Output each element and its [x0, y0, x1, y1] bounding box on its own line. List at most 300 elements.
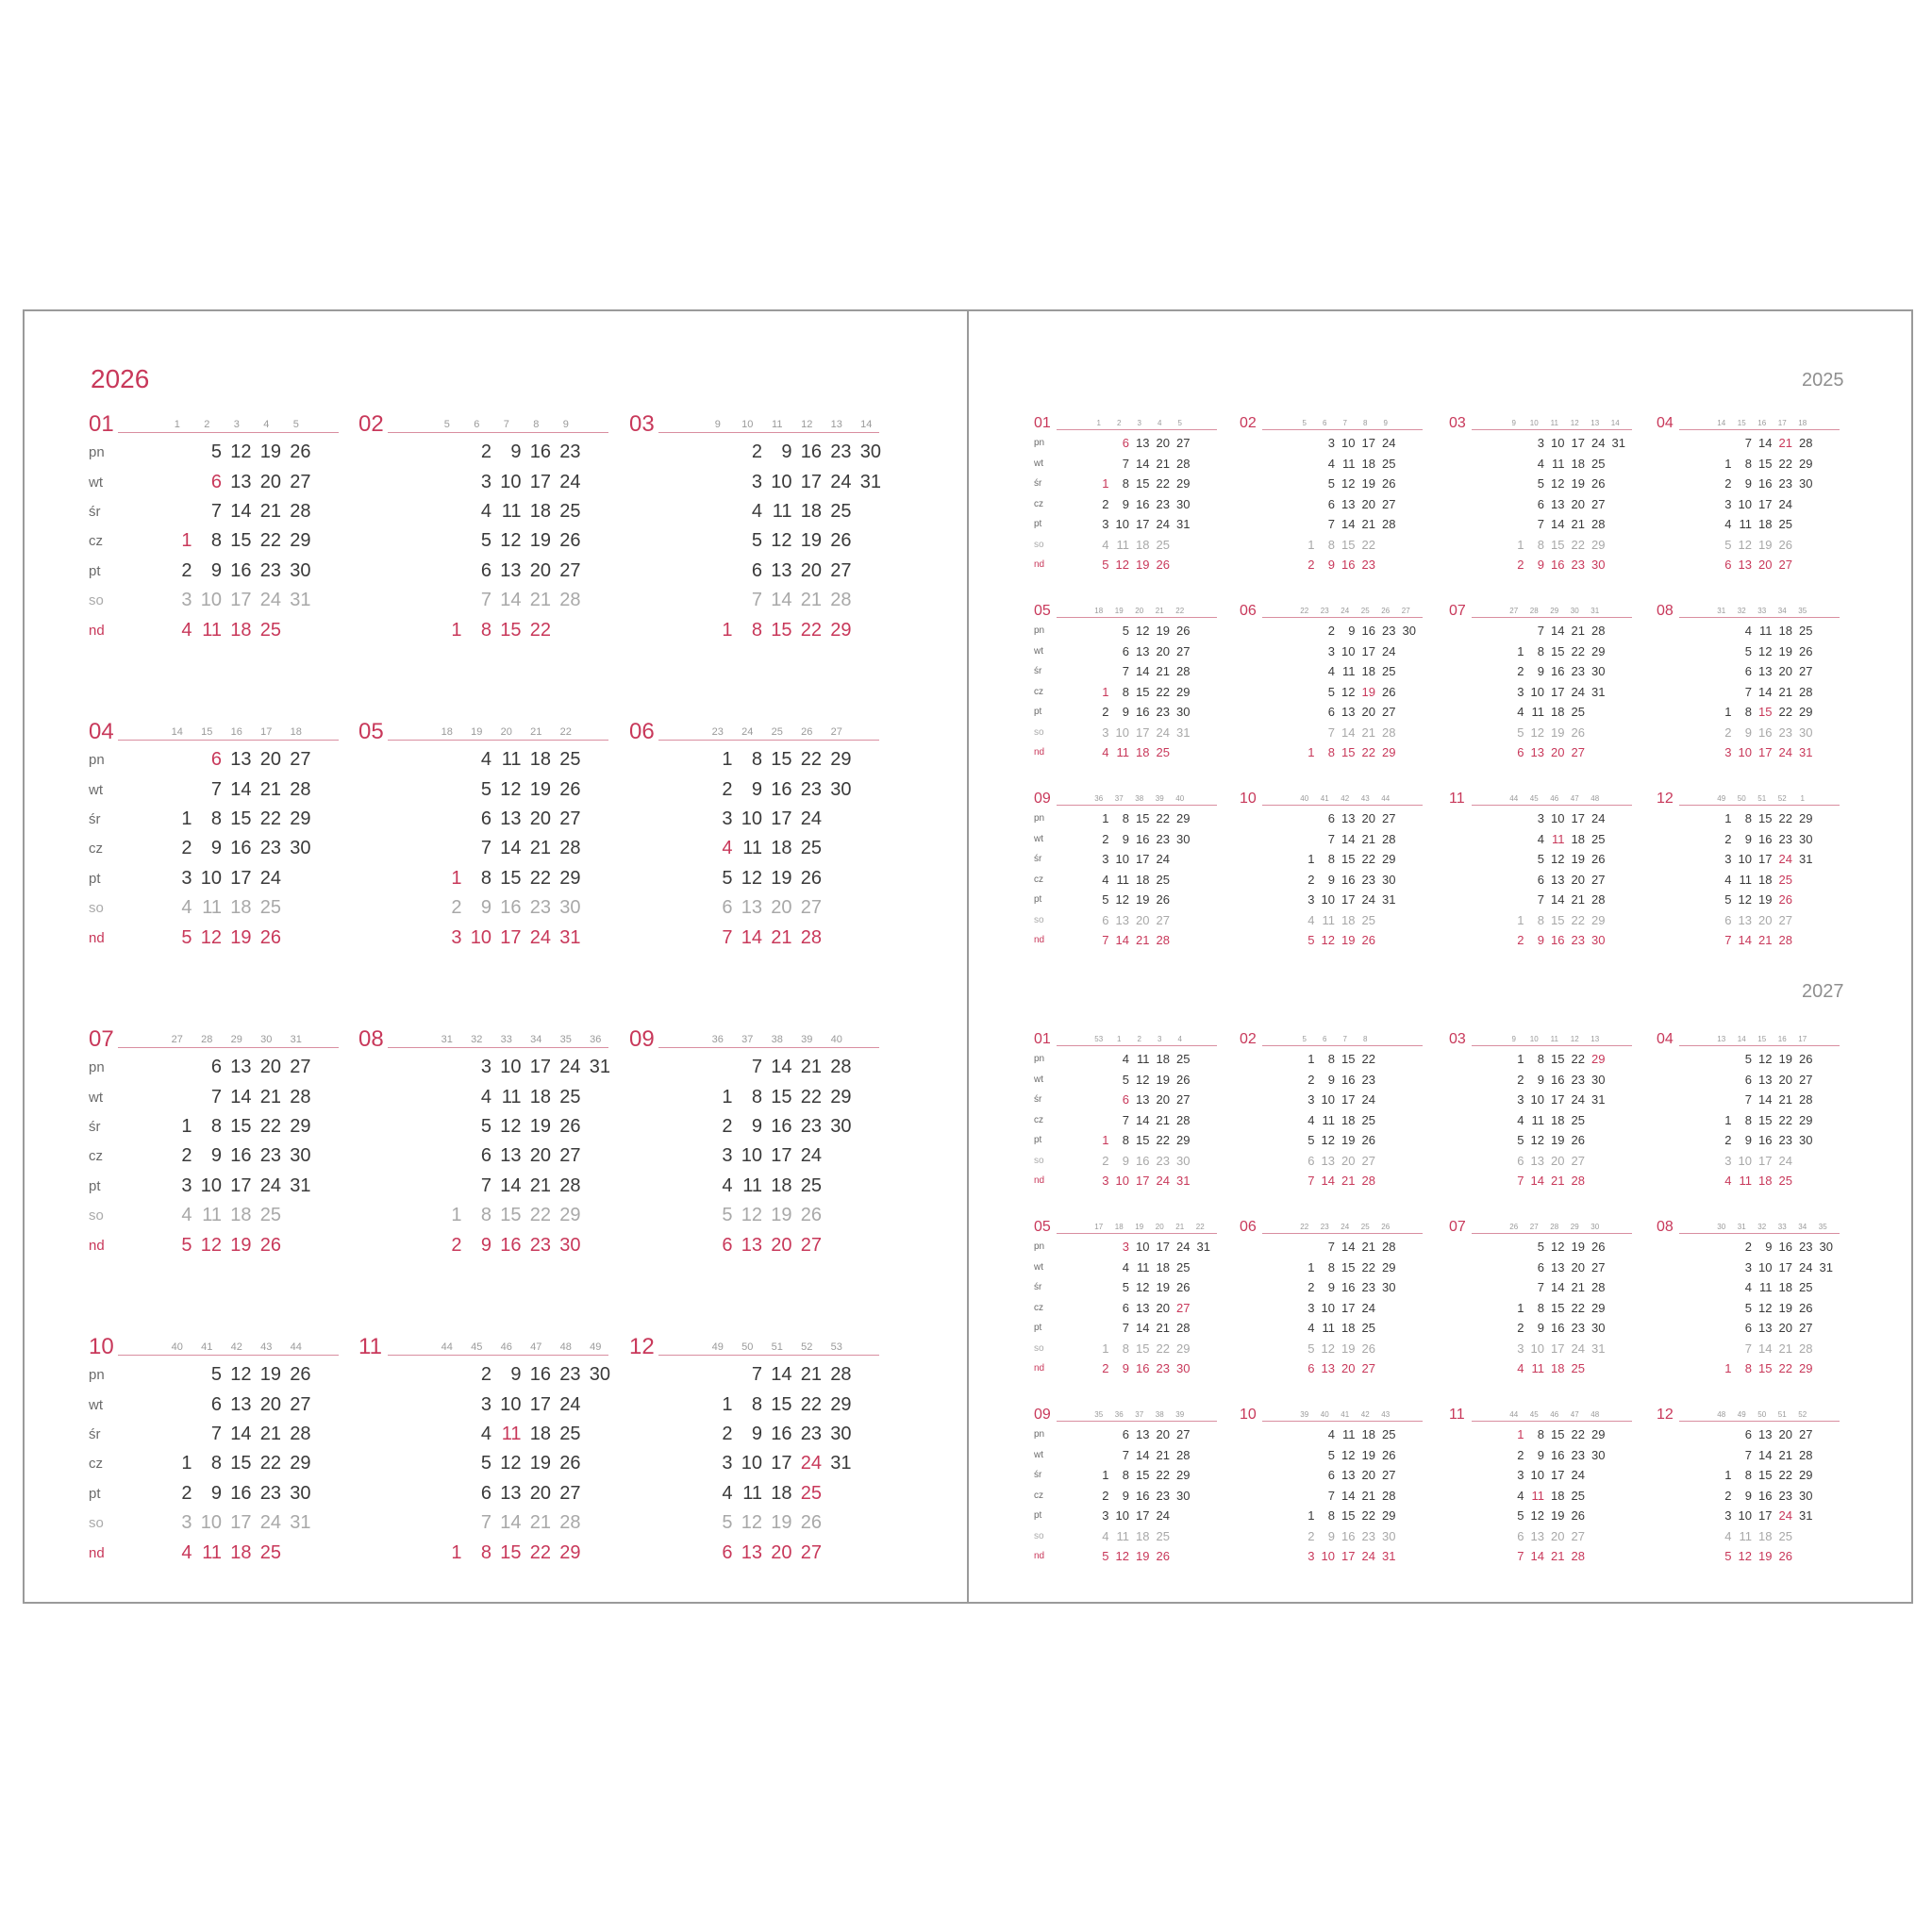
day-cell: 7: [1517, 1549, 1524, 1564]
day-cell: 13: [1341, 811, 1356, 826]
day-cell: 15: [1341, 852, 1356, 867]
day-cell: 11: [1531, 705, 1544, 720]
day-cell: 13: [1341, 496, 1356, 511]
day-cell: 1: [181, 530, 192, 552]
day-cell: 23: [1156, 831, 1170, 846]
week-row: [1449, 1506, 1606, 1526]
day-cell: 1: [451, 867, 462, 889]
week-row: [1240, 702, 1416, 723]
day-cell: 22: [1361, 537, 1375, 552]
week-row: [1449, 1445, 1606, 1466]
day-cell: 15: [500, 1205, 522, 1226]
day-cell: 9: [1537, 558, 1544, 573]
day-cell: 6: [210, 471, 222, 492]
week-row: [1449, 514, 1625, 535]
day-cell: 25: [1361, 1321, 1375, 1336]
month-rule: [1057, 617, 1217, 618]
day-cell: 3: [480, 1057, 491, 1078]
week-row: [629, 467, 881, 496]
day-cell: 6: [1537, 872, 1544, 887]
day-cell: 6: [1517, 1528, 1524, 1543]
day-cell: 13: [741, 1541, 762, 1563]
week-row: [1449, 1339, 1606, 1359]
day-cell: 21: [1758, 933, 1773, 948]
day-cell: 4: [480, 500, 491, 522]
week-number: 43: [1381, 1410, 1391, 1419]
day-cell: 3: [1744, 1259, 1752, 1274]
day-cell: 24: [259, 1512, 281, 1534]
day-cell: 22: [259, 530, 281, 552]
week-row: [1034, 723, 1191, 743]
day-cell: 21: [1361, 831, 1375, 846]
day-cell: 12: [500, 1115, 522, 1137]
day-cell: 11: [742, 1174, 762, 1196]
day-cell: 4: [1517, 705, 1524, 720]
week-number: 29: [1550, 607, 1559, 615]
day-cell: 5: [722, 1205, 733, 1226]
day-cell: 14: [1341, 1240, 1356, 1255]
week-row: [358, 1112, 610, 1141]
week-number: 35: [1818, 1223, 1827, 1231]
week-row: [89, 774, 311, 804]
day-cell: 8: [1744, 1112, 1752, 1127]
week-row: [1449, 1298, 1606, 1319]
week-number: 24: [1341, 607, 1350, 615]
day-cell: 5: [1724, 537, 1732, 552]
day-cell: 30: [1591, 1321, 1606, 1336]
week-numbers: [162, 419, 311, 430]
day-cell: 13: [1136, 1427, 1150, 1442]
day-cell: 25: [559, 500, 581, 522]
week-row: [629, 893, 852, 923]
day-cell: 24: [1778, 852, 1792, 867]
day-cell: 12: [1115, 558, 1129, 573]
week-row: [1240, 742, 1416, 763]
day-cell: 9: [1327, 872, 1335, 887]
day-label-so: so: [89, 900, 104, 917]
month-rule: [388, 432, 608, 433]
week-number: 45: [1529, 794, 1539, 803]
week-row: [1034, 641, 1191, 662]
day-cell: 13: [1136, 1092, 1150, 1108]
day-cell: 20: [1156, 643, 1170, 658]
week-row: [1657, 1424, 1813, 1445]
day-cell: 24: [1799, 1259, 1813, 1274]
month-06: [629, 719, 912, 1002]
week-row: [1034, 494, 1191, 515]
day-cell: 27: [1382, 705, 1396, 720]
week-row: [1034, 1237, 1210, 1257]
month-09: [629, 1026, 912, 1309]
day-cell: 6: [480, 559, 491, 581]
week-row: [1449, 621, 1606, 641]
day-cell: 12: [1551, 852, 1565, 867]
day-cell: 14: [1530, 1549, 1544, 1564]
week-row: [1657, 454, 1813, 475]
day-cell: 7: [751, 1364, 762, 1386]
day-cell: 21: [1361, 517, 1375, 532]
week-number: 1: [1096, 419, 1101, 427]
day-cell: 10: [1530, 1092, 1544, 1108]
day-cell: 30: [1799, 1133, 1813, 1148]
week-number: 30: [260, 1034, 273, 1045]
day-cell: 8: [1327, 537, 1335, 552]
day-cell: 30: [1382, 872, 1396, 887]
day-cell: 20: [1136, 912, 1150, 927]
month-04: [1657, 1031, 1864, 1210]
day-cell: 21: [800, 590, 822, 611]
day-cell: 12: [1136, 1280, 1150, 1295]
day-cell: 7: [210, 778, 222, 800]
week-number: 46: [1550, 794, 1559, 803]
day-cell: 24: [1382, 643, 1396, 658]
day-cell: 25: [1571, 1112, 1585, 1127]
day-cell: 11: [1322, 912, 1335, 927]
day-cell: 29: [559, 1541, 581, 1563]
day-cell: 20: [259, 1393, 281, 1415]
day-cell: 22: [1156, 1133, 1170, 1148]
day-cell: 17: [771, 1453, 792, 1474]
day-cell: 15: [1136, 1133, 1150, 1148]
day-label-śr: śr: [89, 503, 101, 520]
day-cell: 30: [1799, 724, 1813, 740]
month-11: [1449, 1407, 1657, 1586]
week-number: 16: [230, 726, 242, 738]
week-number: 36: [711, 1034, 724, 1045]
day-cell: 10: [1115, 852, 1129, 867]
week-numbers: [432, 1034, 610, 1045]
day-cell: 24: [800, 1453, 822, 1474]
day-cell: 6: [1307, 1153, 1315, 1168]
week-number: 49: [590, 1341, 602, 1353]
day-cell: 5: [1102, 1549, 1109, 1564]
day-cell: 3: [1517, 684, 1524, 699]
month-rule: [1472, 617, 1632, 618]
day-cell: 15: [1551, 537, 1565, 552]
day-cell: 17: [1136, 724, 1150, 740]
week-number: 27: [1509, 607, 1519, 615]
day-cell: 28: [1382, 724, 1396, 740]
day-cell: 22: [1571, 1300, 1585, 1315]
month-01: [1034, 1031, 1241, 1210]
day-cell: 20: [1361, 705, 1375, 720]
day-cell: 24: [1778, 745, 1792, 760]
month-rule: [1679, 1233, 1840, 1234]
week-number: 13: [1717, 1035, 1726, 1043]
day-cell: 28: [1799, 1447, 1813, 1462]
week-number: 25: [771, 726, 783, 738]
week-row: [629, 615, 881, 644]
month-rule: [1472, 805, 1632, 806]
day-cell: 5: [1102, 892, 1109, 908]
day-cell: 25: [800, 1174, 822, 1196]
day-cell: 10: [741, 808, 762, 829]
day-cell: 27: [1778, 912, 1792, 927]
day-label-wt: wt: [1034, 1449, 1043, 1460]
day-cell: 20: [1551, 1528, 1565, 1543]
day-label-śr: śr: [89, 1118, 101, 1135]
day-label-śr: śr: [89, 810, 101, 827]
day-cell: 5: [480, 1453, 491, 1474]
day-cell: 28: [290, 500, 311, 522]
day-cell: 5: [1327, 684, 1335, 699]
week-row: [1240, 1090, 1375, 1110]
day-cell: 8: [480, 619, 491, 641]
week-number: 41: [201, 1341, 213, 1353]
day-cell: 11: [1342, 1427, 1356, 1442]
day-cell: 5: [1307, 1341, 1315, 1356]
day-label-pt: pt: [89, 1177, 101, 1194]
day-cell: 27: [1176, 1092, 1191, 1108]
month-11: [358, 1334, 641, 1617]
day-cell: 10: [1530, 684, 1544, 699]
day-cell: 5: [181, 926, 192, 948]
day-cell: 30: [290, 1482, 311, 1504]
week-row: [1657, 682, 1813, 703]
week-row: [89, 1479, 311, 1508]
month-number: 10: [1240, 1407, 1257, 1423]
day-cell: 11: [1116, 537, 1129, 552]
week-number: 42: [1341, 794, 1350, 803]
day-cell: 12: [230, 441, 252, 463]
day-cell: 17: [529, 471, 551, 492]
day-cell: 6: [1517, 745, 1524, 760]
day-cell: 22: [259, 1115, 281, 1137]
week-row: [89, 893, 311, 923]
week-row: [1449, 661, 1606, 682]
day-cell: 26: [1361, 1133, 1375, 1148]
day-cell: 21: [1341, 1174, 1356, 1189]
day-cell: 30: [1176, 1361, 1191, 1376]
day-cell: 31: [1176, 724, 1191, 740]
month-rule: [1057, 805, 1217, 806]
week-row: [1449, 723, 1606, 743]
day-cell: 21: [1156, 1112, 1170, 1127]
day-cell: 8: [751, 1393, 762, 1415]
day-cell: 11: [501, 500, 522, 522]
day-cell: 10: [771, 471, 792, 492]
week-number: 32: [1737, 607, 1746, 615]
week-number: 52: [1777, 794, 1787, 803]
day-cell: 3: [1537, 436, 1544, 451]
month-number: 09: [1034, 791, 1051, 807]
day-cell: 11: [1552, 831, 1565, 846]
month-rule: [1262, 805, 1423, 806]
week-row: [1240, 555, 1396, 575]
day-cell: 17: [529, 1393, 551, 1415]
day-cell: 29: [1799, 1112, 1813, 1127]
day-cell: 31: [1176, 517, 1191, 532]
day-cell: 15: [1758, 1468, 1773, 1483]
day-cell: 10: [500, 1393, 522, 1415]
day-cell: 18: [771, 1482, 792, 1504]
week-row: [1240, 1049, 1375, 1070]
day-cell: 11: [202, 1541, 222, 1563]
day-cell: 14: [1136, 1321, 1150, 1336]
week-number: 26: [801, 726, 813, 738]
day-cell: 25: [1361, 912, 1375, 927]
day-cell: 23: [529, 1234, 551, 1256]
day-cell: 5: [1537, 476, 1544, 491]
day-cell: 12: [741, 1205, 762, 1226]
day-cell: 26: [1799, 1300, 1813, 1315]
day-cell: 8: [751, 619, 762, 641]
week-row: [1240, 1424, 1396, 1445]
day-label-nd: nd: [89, 622, 105, 639]
day-cell: 6: [1724, 912, 1732, 927]
week-number: 40: [171, 1341, 183, 1353]
week-number: 42: [1360, 1410, 1370, 1419]
day-cell: 30: [1799, 476, 1813, 491]
day-cell: 23: [1156, 1153, 1170, 1168]
day-cell: 2: [181, 1482, 192, 1504]
week-row: [1240, 494, 1396, 515]
day-cell: 16: [1551, 558, 1565, 573]
day-cell: 5: [480, 1115, 491, 1137]
day-cell: 27: [800, 897, 822, 919]
day-cell: 10: [1115, 1508, 1129, 1524]
week-number: 4: [1158, 419, 1162, 427]
week-number: 16: [1777, 1035, 1787, 1043]
week-number: 18: [1094, 607, 1104, 615]
day-cell: 19: [529, 1115, 551, 1137]
day-cell: 7: [1744, 436, 1752, 451]
week-numbers: [1504, 419, 1625, 427]
day-cell: 1: [1517, 1052, 1524, 1067]
month-rule: [1262, 1421, 1423, 1422]
month-number: 04: [89, 719, 114, 744]
day-cell: 22: [1361, 1508, 1375, 1524]
day-cell: 9: [210, 1482, 222, 1504]
day-cell: 6: [1537, 496, 1544, 511]
day-cell: 4: [722, 1174, 733, 1196]
day-cell: 18: [230, 897, 252, 919]
day-cell: 11: [1739, 1528, 1752, 1543]
day-cell: 18: [1571, 456, 1585, 471]
day-cell: 16: [1551, 1072, 1565, 1087]
day-cell: 26: [1591, 1240, 1606, 1255]
week-row: [1449, 1526, 1606, 1547]
day-cell: 6: [210, 1393, 222, 1415]
week-row: [1657, 641, 1813, 662]
week-row: [89, 615, 311, 644]
day-cell: 6: [1517, 1153, 1524, 1168]
month-10: [1240, 791, 1447, 970]
day-cell: 9: [480, 897, 491, 919]
day-cell: 27: [800, 1541, 822, 1563]
week-row: [358, 1201, 610, 1230]
day-label-pt: pt: [89, 870, 101, 887]
day-label-wt: wt: [1034, 458, 1043, 469]
day-cell: 5: [1537, 1240, 1544, 1255]
week-row: [1034, 1257, 1210, 1278]
day-cell: 19: [1778, 643, 1792, 658]
day-cell: 13: [230, 749, 252, 771]
day-cell: 30: [1382, 1280, 1396, 1295]
week-number: 48: [1717, 1410, 1726, 1419]
week-row: [1034, 1339, 1210, 1359]
day-cell: 10: [1321, 892, 1335, 908]
day-cell: 14: [1341, 831, 1356, 846]
month-number: 05: [1034, 1219, 1051, 1235]
month-rule: [118, 1047, 339, 1048]
day-cell: 3: [1307, 1300, 1315, 1315]
day-cell: 26: [830, 530, 852, 552]
day-cell: 7: [1537, 624, 1544, 639]
day-cell: 17: [771, 808, 792, 829]
day-cell: 12: [1758, 1052, 1773, 1067]
week-row: [1449, 890, 1606, 910]
month-number: 04: [1657, 415, 1674, 431]
day-cell: 9: [510, 1364, 522, 1386]
day-cell: 31: [1176, 1174, 1191, 1189]
day-cell: 19: [1136, 892, 1150, 908]
week-row: [358, 1479, 610, 1508]
day-label-cz: cz: [89, 1148, 103, 1165]
day-cell: 18: [1361, 1427, 1375, 1442]
day-cell: 24: [830, 471, 852, 492]
day-cell: 23: [1156, 496, 1170, 511]
day-cell: 3: [181, 867, 192, 889]
day-cell: 25: [800, 838, 822, 859]
day-label-cz: cz: [1034, 498, 1043, 509]
day-cell: 17: [230, 1174, 252, 1196]
day-cell: 3: [1724, 745, 1732, 760]
day-cell: 29: [1176, 1133, 1191, 1148]
day-cell: 13: [230, 1393, 252, 1415]
day-cell: 12: [1758, 1300, 1773, 1315]
day-cell: 11: [1322, 1321, 1335, 1336]
week-row: [1657, 1546, 1813, 1567]
day-cell: 21: [1778, 1092, 1792, 1108]
week-row: [1657, 930, 1813, 951]
week-row: [1449, 808, 1606, 829]
day-cell: 17: [1758, 745, 1773, 760]
day-cell: 23: [1361, 872, 1375, 887]
month-03: [629, 411, 912, 694]
day-label-wt: wt: [89, 781, 103, 798]
day-cell: 25: [1571, 705, 1585, 720]
day-cell: 5: [1307, 1133, 1315, 1148]
day-cell: 20: [1361, 496, 1375, 511]
day-cell: 30: [830, 1115, 852, 1137]
day-cell: 14: [741, 926, 762, 948]
day-cell: 9: [1537, 1447, 1544, 1462]
day-cell: 29: [1591, 1052, 1606, 1067]
day-cell: 18: [529, 1086, 551, 1108]
day-cell: 29: [1591, 912, 1606, 927]
day-cell: 15: [230, 530, 252, 552]
week-number: 25: [1360, 1223, 1370, 1231]
day-cell: 25: [1591, 456, 1606, 471]
day-cell: 26: [800, 1205, 822, 1226]
day-cell: 24: [1591, 436, 1606, 451]
week-number: 32: [471, 1034, 483, 1045]
day-cell: 17: [1758, 1508, 1773, 1524]
day-cell: 7: [1122, 664, 1129, 679]
day-cell: 9: [1122, 1361, 1129, 1376]
day-cell: 24: [1778, 496, 1792, 511]
week-number: 15: [201, 726, 213, 738]
week-numbers: [162, 1341, 311, 1353]
week-number: 7: [1342, 1035, 1347, 1043]
day-cell: 7: [1327, 517, 1335, 532]
day-cell: 5: [210, 441, 222, 463]
week-number: 30: [1717, 1223, 1726, 1231]
week-row: [1449, 1424, 1606, 1445]
day-cell: 18: [230, 1205, 252, 1226]
day-cell: 30: [290, 838, 311, 859]
